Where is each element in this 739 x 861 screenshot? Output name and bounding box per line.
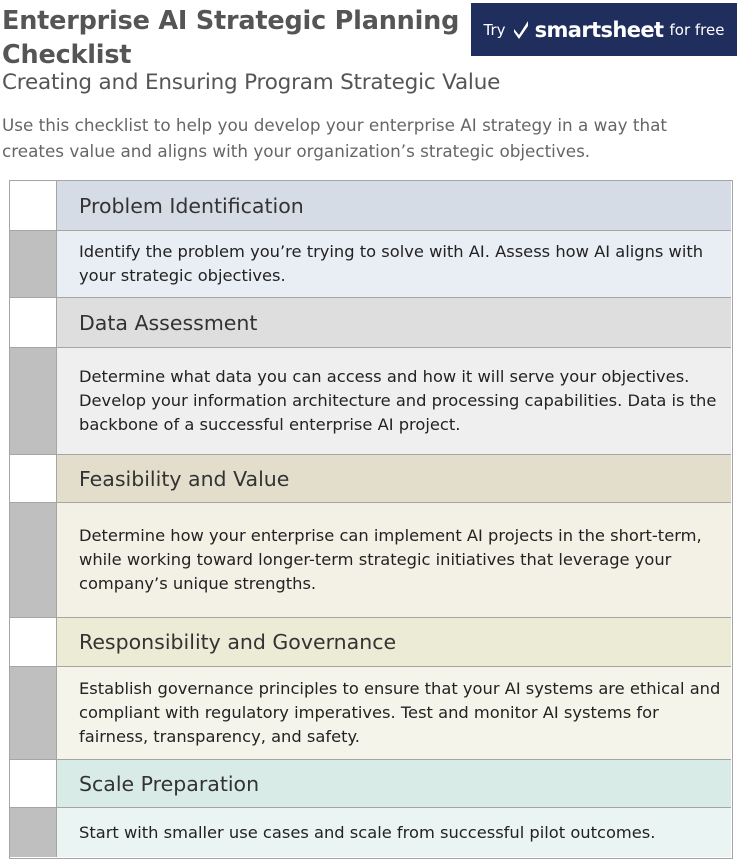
- section-description: Establish governance principles to ensure that your AI systems are ethical and compliant with regulatory imperatives. Test and monitor AI systems for fairness, transparency, and safety.: [57, 667, 731, 760]
- banner-try-label: Try: [483, 20, 506, 39]
- section-heading: Responsibility and Governance: [57, 618, 731, 667]
- section-heading-row: [10, 298, 731, 348]
- section-description-row: [10, 808, 731, 857]
- checkbox[interactable]: [10, 618, 57, 667]
- description-marker: [10, 348, 57, 455]
- checkbox[interactable]: [10, 455, 57, 503]
- description-marker: [10, 667, 57, 760]
- section-description-row: [10, 231, 731, 298]
- intro-text: Use this checklist to help you develop your enterprise AI strategy in a way that creates value and aligns with your organization’s strategic objectives.: [2, 115, 667, 161]
- section-heading-row: [10, 181, 731, 231]
- checkmark-logo-icon: [512, 20, 530, 40]
- section-heading: Feasibility and Value: [57, 455, 731, 503]
- description-marker: [10, 231, 57, 298]
- section-heading-row: [10, 760, 731, 808]
- try-smartsheet-banner[interactable]: [471, 3, 737, 56]
- page-title: Enterprise AI Strategic Planning Checklist: [2, 6, 460, 70]
- section-heading-row: [10, 618, 731, 667]
- section-description: Start with smaller use cases and scale from successful pilot outcomes.: [57, 808, 731, 857]
- section-description: Determine how your enterprise can implement AI projects in the short-term, while working toward longer-term strategic initiatives that leverage your company’s unique strengths.: [57, 503, 731, 618]
- checkbox[interactable]: [10, 181, 57, 231]
- banner-brand: smartsheet: [534, 17, 664, 42]
- banner-free-label: for free: [669, 20, 725, 39]
- section-heading: Scale Preparation: [57, 760, 731, 808]
- section-description-row: [10, 503, 731, 618]
- section-heading: Problem Identification: [57, 181, 731, 231]
- section-heading: Data Assessment: [57, 298, 731, 348]
- section-description-row: [10, 348, 731, 455]
- section-heading-row: [10, 455, 731, 503]
- checkbox[interactable]: [10, 760, 57, 808]
- checklist-table: [9, 180, 733, 859]
- checkbox[interactable]: [10, 298, 57, 348]
- description-marker: [10, 808, 57, 857]
- section-description-row: [10, 667, 731, 760]
- section-description: Determine what data you can access and how it will serve your objectives. Develop your information architecture and processing capabilities. Data is the backbone of a successful enterprise AI project.: [57, 348, 731, 455]
- section-description: Identify the problem you’re trying to solve with AI. Assess how AI aligns with your strategic objectives.: [57, 231, 731, 298]
- description-marker: [10, 503, 57, 618]
- page-subtitle: Creating and Ensuring Program Strategic Value: [2, 70, 501, 95]
